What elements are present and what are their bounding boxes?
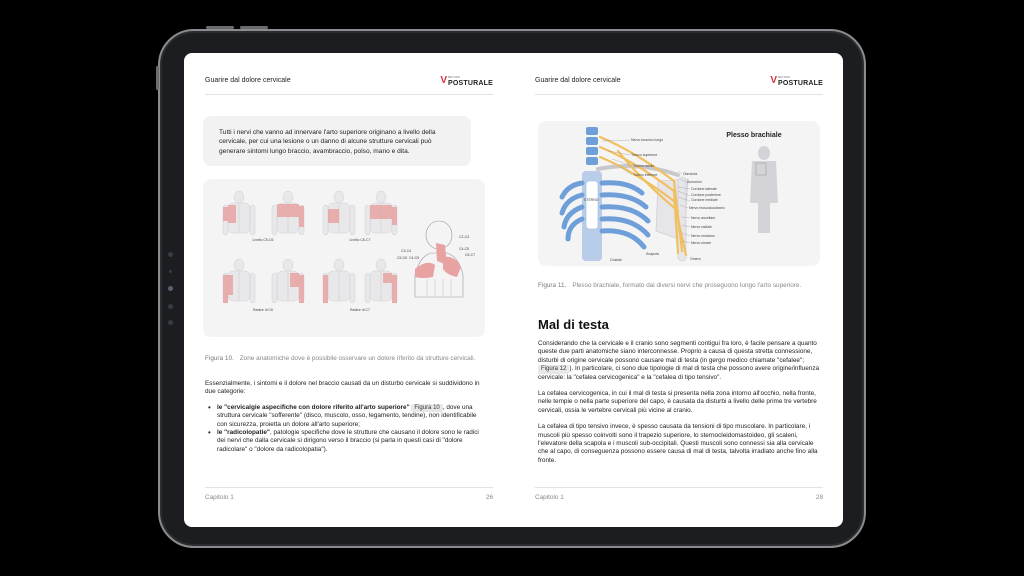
label-c6c7: C6-C7 <box>465 253 476 257</box>
camera-dot-4 <box>168 304 173 309</box>
label-c2c3: C2-C3 <box>459 235 470 239</box>
label-c4c5-right: C4-C5 <box>459 247 470 251</box>
caption-number: Figura 11. <box>538 282 567 289</box>
label-c5c6: C5-C6 <box>397 256 408 260</box>
body-figure-6 <box>272 259 304 303</box>
left-page <box>184 53 514 527</box>
ribs-icon <box>562 183 648 247</box>
list-item-bold: le "radicolopatie" <box>217 429 270 437</box>
label-sterno: STERNO <box>584 198 599 202</box>
logo-main-text: POSTURALE <box>448 79 493 87</box>
label-nervo-ulnare: Nervo ulnare <box>691 241 712 245</box>
list-item-text: , patologie specifiche dove le strutture che causano il dolore sono le radici dei nervi che dalla cervicale si dirigono verso il braccio (si parla in questi casi di "dolore radicolare" o "dolore da radicolopatia"). <box>217 429 479 453</box>
label-livello-c6c7: Livello C6-C7 <box>349 238 371 242</box>
brachial-plexus-illustration <box>538 121 820 266</box>
left-page-header <box>205 77 493 95</box>
right-body-text <box>538 340 822 465</box>
list-item-text: , dove una struttura cervicale "sofferente" (disco, muscolo, osso, legamento, tendine), non identificabile con sicurezza, proietta un dolore all'arto superiore; <box>217 403 477 428</box>
brand-logo <box>440 77 493 87</box>
right-page <box>514 53 843 527</box>
right-page-footer <box>535 487 823 501</box>
label-nervo-ascellare: Nervo ascellare <box>691 216 716 220</box>
label-cordone-mediale: Cordone mediale <box>691 198 718 202</box>
tablet-top-button-2 <box>240 26 268 29</box>
figure-10-caption <box>205 355 485 363</box>
caption-number: Figura 10. <box>205 355 234 362</box>
page-title: Guarire dal dolore cervicale <box>535 77 621 84</box>
tablet-side-button <box>156 66 159 90</box>
label-cordone-laterale: Cordone laterale <box>691 187 717 191</box>
label-cordone-posteriore: Cordone posteriore <box>691 193 721 197</box>
list-item <box>205 429 487 454</box>
tablet-top-button <box>206 26 234 29</box>
figure-11-title: Plesso brachiale <box>726 132 782 139</box>
left-body-text <box>205 380 487 454</box>
body-figure-1 <box>223 191 255 235</box>
camera-dot-2 <box>169 270 172 273</box>
body-figure-4 <box>365 191 397 235</box>
label-c4c5: C4-C5 <box>409 256 420 260</box>
brand-logo <box>770 77 823 87</box>
tablet-screen <box>184 53 843 527</box>
logo-small-text: METODO <box>778 76 791 79</box>
label-nervo-radiale: Nervo radiale <box>691 225 712 229</box>
label-acromion: Acromion <box>687 180 702 184</box>
neck-shoulder-figure <box>415 221 463 297</box>
section-title: Mal di testa <box>538 317 609 332</box>
right-page-header <box>535 77 823 95</box>
footer-chapter: Capitolo 1 <box>205 494 234 501</box>
logo-main-text: POSTURALE <box>778 79 823 87</box>
paragraph-3: La cefalea di tipo tensivo invece, è spesso causata da tensioni di tipo muscolare. In particolare, i muscoli più spesso coinvolti sono il trapezio superiore, lo sternocleidomastoideo, gli scaleni, l'elevatore della scapola e i muscoli sub-occipitali. Questi muscoli sono connessi sia alla cervicale che al capo, di conseguenza possono essere causa di mal di testa, talvolta irradiato anche fino alla fronte. <box>538 423 818 464</box>
label-nervo-toracico: Nervo toracico lungo <box>631 138 664 142</box>
label-nervo-muscolocutaneo: Nervo muscolocutaneo <box>689 206 725 210</box>
label-tronco-inferiore: Tronco inferiore <box>633 173 658 177</box>
logo-mark-icon: V <box>440 75 448 86</box>
page-title: Guarire dal dolore cervicale <box>205 77 291 84</box>
body-figure-3 <box>323 191 355 235</box>
label-livello-c5c6: Livello C5-C6 <box>252 238 274 242</box>
figure-10 <box>203 179 485 337</box>
label-c3c4: C3-C4 <box>401 249 412 253</box>
left-page-footer <box>205 487 493 501</box>
figure-12-link[interactable]: Figura 12 <box>538 365 569 373</box>
sternum-icon <box>586 181 598 229</box>
camera-dot-3 <box>168 286 173 291</box>
logo-small-text: METODO <box>448 76 461 79</box>
paragraph-1 <box>538 340 822 382</box>
intro-callout: Tutti i nervi che vanno ad innervare l'arto superiore originano a livello della cervicale, per cui una lesione o un danno di alcune strutture cervicali può generare sintomi lungo braccio, avambraccio, polso, mano e dita. <box>203 116 471 166</box>
body-figure-8 <box>365 259 397 303</box>
label-radice-c7: Radice di C7 <box>349 308 371 312</box>
label-tronco-superiore: Tronco superiore <box>631 153 658 157</box>
label-tronco-medio: Tronco medio <box>633 164 655 168</box>
silhouette-icon <box>750 146 778 233</box>
footer-page-number: 28 <box>815 494 823 501</box>
label-costole: Costole <box>610 258 622 262</box>
label-omero: Omero <box>690 257 701 261</box>
list-item <box>205 404 487 429</box>
paragraph-1-start: Considerando che la cervicale e il cranio sono segmenti contigui fra loro, è facile pensare a quanto queste due parti anatomiche siano interconnesse. Proprio a causa di questa stretta connessione, disturbi di origine cervicale possono causare mal di testa (in gergo medico chiamate "cefalee"; <box>538 340 817 364</box>
label-clavicola: Clavicola <box>683 172 698 176</box>
figure-11-caption <box>538 282 818 290</box>
figure-11 <box>538 121 820 266</box>
caption-text: Zone anatomiche dove è possibile osservare un dolore riferito da strutture cervicali. <box>239 355 476 362</box>
body-figure-5 <box>223 259 255 303</box>
categories-list <box>205 404 487 454</box>
label-scapola: Scapola <box>646 252 659 256</box>
figure-10-link[interactable]: Figura 10 <box>411 404 442 412</box>
footer-page-number: 26 <box>485 494 493 501</box>
list-item-bold: le "cervicalgie aspecifiche con dolore riferito all'arto superiore" <box>217 403 410 411</box>
logo-mark-icon: V <box>770 75 778 86</box>
body-figure-2 <box>272 191 304 235</box>
anatomy-illustration <box>203 179 485 337</box>
label-nervo-mediano: Nervo mediano <box>691 234 715 238</box>
caption-text: Plesso brachiale, formato dai diversi nervi che proseguono lungo l'arto superiore. <box>572 282 802 289</box>
footer-chapter: Capitolo 1 <box>535 494 564 501</box>
label-radice-c6: Radice di C6 <box>252 308 274 312</box>
camera-dot-5 <box>168 320 173 325</box>
camera-dot-1 <box>168 252 173 257</box>
paragraph-2: La cefalea cervicogenica, in cui il mal di testa si presenta nella zona intorno all'occhio, nella fronte, nelle tempie o nella parte superiore del capo, è causata da disturbi a livello delle prime tre vertebre cervicali, ossia le vertebre cervicali più vicine al cranio. <box>538 390 817 414</box>
paragraph-1-end: ). In particolare, ci sono due tipologie di mal di testa che possono avere origine/influenza cervicale: la "cefalea cervicogenica" e la "cefalea di tipo tensivo". <box>538 365 820 381</box>
intro-paragraph: Essenzialmente, i sintomi e il dolore nel braccio causati da un disturbo cervicale si suddividono in due categorie: <box>205 380 480 396</box>
body-figure-7 <box>323 259 355 303</box>
